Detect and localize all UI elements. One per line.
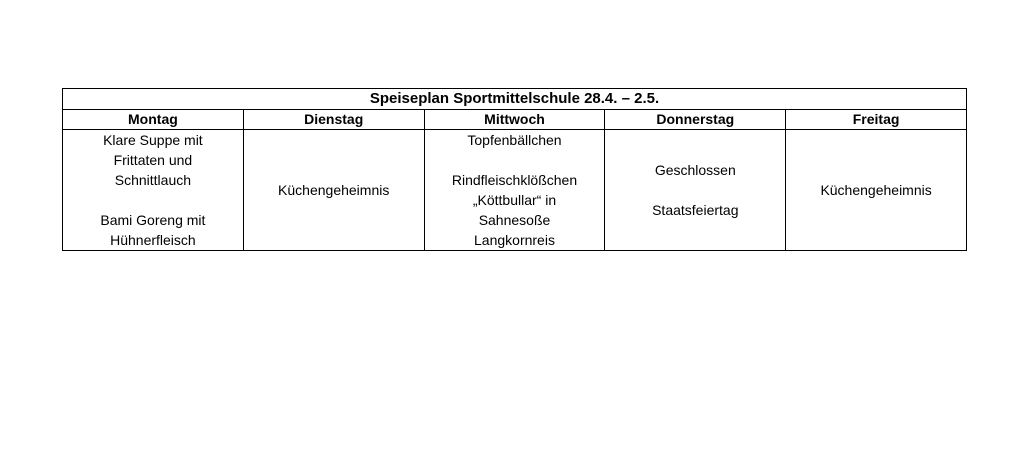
menu-item-line: Bami Goreng mit — [100, 212, 206, 228]
menu-item-line: Rindfleischklößchen — [451, 172, 578, 188]
menu-cell-dienstag — [243, 130, 424, 251]
menu-table — [62, 88, 967, 251]
menu-row — [63, 130, 967, 251]
table-title: Speiseplan Sportmittelschule 28.4. – 2.5. — [63, 89, 967, 110]
menu-item-line: Küchengeheimnis — [820, 182, 932, 198]
menu-item-line: Sahnesoße — [478, 212, 551, 228]
menu-cell-freitag — [786, 130, 967, 251]
spacer — [429, 150, 601, 170]
menu-item-line: Schnittlauch — [114, 172, 192, 188]
spacer — [609, 180, 781, 200]
day-header-dienstag: Dienstag — [243, 110, 424, 130]
day-header-freitag: Freitag — [786, 110, 967, 130]
menu-item-line: Hühnerfleisch — [110, 232, 196, 248]
menu-item-line: Frittaten und — [113, 152, 193, 168]
menu-item-line: „Köttbullar“ in — [472, 192, 557, 208]
menu-cell-mittwoch — [424, 130, 605, 251]
menu-item-line: Geschlossen — [654, 162, 736, 178]
menu-item-line: Topfenbällchen — [467, 132, 562, 148]
spacer — [67, 190, 239, 210]
menu-item-line: Langkornreis — [474, 232, 555, 248]
menu-item-line: Küchengeheimnis — [278, 182, 390, 198]
title-row — [63, 89, 967, 110]
menu-cell-donnerstag — [605, 130, 786, 251]
menu-item-line: Staatsfeiertag — [652, 202, 739, 218]
day-header-mittwoch: Mittwoch — [424, 110, 605, 130]
menu-item-line: Klare Suppe mit — [103, 132, 203, 148]
day-header-row — [63, 110, 967, 130]
day-header-montag: Montag — [63, 110, 244, 130]
menu-cell-montag — [63, 130, 244, 251]
day-header-donnerstag: Donnerstag — [605, 110, 786, 130]
